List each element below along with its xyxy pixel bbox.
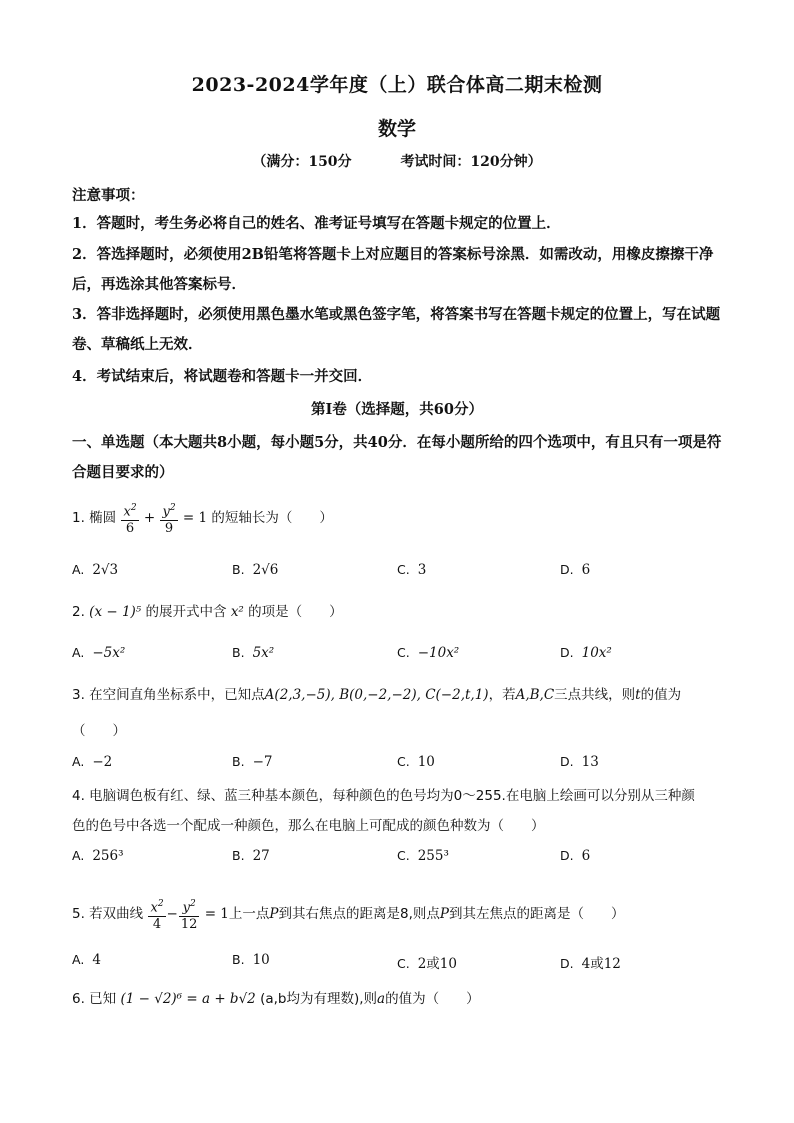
q2-option-c[interactable]: C. −10x² — [397, 645, 460, 661]
q1-option-c[interactable]: C. 3 — [397, 562, 427, 578]
question-5: 5. 若双曲线 $\frac{x^2}{4}$ − $\frac{y^2}{12}$ = 1上一点P到其右焦点的距离是8,则点P到其左焦点的距离是（ ） — [72, 896, 624, 933]
exam-meta — [0, 151, 794, 171]
q3-option-c[interactable]: C. 10 — [397, 754, 435, 770]
q2-option-b[interactable]: B. 5x² — [232, 645, 275, 661]
q4-options — [72, 848, 732, 874]
q6-expr: (1 − √2)⁶ = a + b√2 — [120, 991, 256, 1007]
q1-prefix: 1. 椭圆 — [72, 510, 117, 527]
note-2: 2．答选择题时，必须使用2B铅笔将答题卡上对应题目的答案标号涂黑．如需改动，用橡皮擦擦干净后，再选涂其他答案标号． — [72, 246, 714, 293]
q1-option-a[interactable]: A. 2√3 — [72, 562, 119, 578]
exam-subject: 数学 — [377, 118, 416, 140]
q4-line2: 色的色号中各选一个配成一种颜色，那么在电脑上可配成的颜色种数为（ ） — [72, 818, 545, 834]
q4-option-b[interactable]: B. 27 — [232, 848, 270, 864]
q3-option-d[interactable]: D. 13 — [560, 754, 599, 770]
q1-frac-x: $\frac{x^2}{6}$ — [121, 500, 138, 537]
q2-options — [72, 645, 732, 671]
q1-frac-y: $\frac{y^2}{9}$ — [160, 500, 177, 537]
score-info: （满分：150分 — [252, 154, 352, 170]
note-1: 1．答题时，考生务必将自己的姓名、准考证号填写在答题卡规定的位置上． — [72, 215, 561, 232]
q2-expr: (x − 1)⁵ — [89, 604, 142, 620]
q1-options — [72, 562, 732, 588]
q5-option-a[interactable]: A. 4 — [72, 952, 101, 968]
note-3: 3．答非选择题时，必须使用黑色墨水笔或黑色签字笔，将答案书写在答题卡规定的位置上，写在试题卷、草稿纸上无效． — [72, 306, 721, 353]
q2-term: x² — [230, 604, 244, 620]
note-4: 4．考试结束后，将试题卷和答题卡一并交回． — [72, 368, 373, 385]
section-title: 第Ⅰ卷（选择题，共60分） — [311, 401, 483, 418]
q3-option-a[interactable]: A. −2 — [72, 754, 113, 770]
q5-frac-y: $\frac{y^2}{12}$ — [179, 896, 200, 933]
q3-options — [72, 754, 732, 780]
q5-frac-x: $\frac{x^2}{4}$ — [148, 896, 165, 933]
question-2: 2. (x − 1)⁵ 的展开式中含 x² 的项是（ ） — [72, 604, 343, 620]
q4-option-c[interactable]: C. 255³ — [397, 848, 449, 864]
q2-option-a[interactable]: A. −5x² — [72, 645, 126, 661]
question-1: 1. 椭圆 $\frac{x^2}{6}$ + $\frac{y^2}{9}$ = 1 的短轴长为（ ） — [72, 500, 333, 537]
q3-line2: （ ） — [72, 723, 126, 739]
q2-option-d[interactable]: D. 10x² — [560, 645, 612, 661]
exam-title: 2023-2024学年度（上）联合体高二期末检测 — [191, 74, 603, 96]
q1-option-d[interactable]: D. 6 — [560, 562, 591, 578]
time-info: 考试时间：120分钟） — [400, 154, 542, 170]
question-6: 6. 已知 (1 − √2)⁶ = a + b√2 (a,b均为有理数),则a的值为（ ） — [72, 991, 480, 1007]
q3-option-b[interactable]: B. −7 — [232, 754, 273, 770]
q1-suffix: 的短轴长为（ ） — [211, 510, 333, 527]
question-3: 3. 在空间直角坐标系中，已知点A(2,3,−5), B(0,−2,−2), C(−2,t,1)，若A,B,C三点共线，则t的值为 — [72, 687, 682, 703]
q4-option-a[interactable]: A. 256³ — [72, 848, 124, 864]
q5-option-d[interactable]: D. 4或12 — [560, 956, 621, 972]
question-4: 4. 电脑调色板有红、绿、蓝三种基本颜色，每种颜色的色号均为0～255.在电脑上绘画可以分别从三种颜 — [72, 788, 695, 804]
q5-option-b[interactable]: B. 10 — [232, 952, 270, 968]
q1-option-b[interactable]: B. 2√6 — [232, 562, 279, 578]
q3-points: A(2,3,−5), B(0,−2,−2), C(−2,t,1) — [264, 687, 489, 703]
notes-heading: 注意事项： — [72, 187, 145, 204]
part-heading: 一、单选题（本大题共8小题，每小题5分，共40分．在每小题所给的四个选项中，有且只有一项是符合题目要求的） — [72, 434, 722, 481]
q4-option-d[interactable]: D. 6 — [560, 848, 591, 864]
q5-options — [72, 952, 732, 978]
q5-option-c[interactable]: C. 2或10 — [397, 956, 457, 972]
